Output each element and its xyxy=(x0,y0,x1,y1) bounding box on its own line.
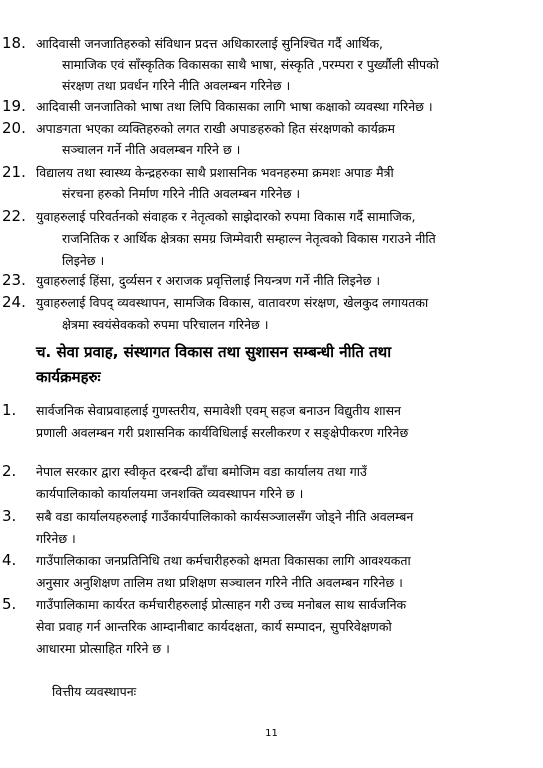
item-text-line: सार्वजनिक सेवाप्रवाहलाई गुणस्तरीय, समावेशी एवम् सहज बनाउन विद्युतीय शासन xyxy=(36,403,401,418)
item-number: 2. xyxy=(2,462,17,480)
item-text-line: गरिनेछ । xyxy=(36,531,76,546)
item-text-line: राजनितिक र आर्थिक क्षेत्रका समग्र जिम्मेवारी सम्हाल्न नेतृत्वको विकास गराउने नीति xyxy=(62,231,436,246)
item-text-line: अनुसार अनुशिक्षण तालिम तथा प्रशिक्षण सञ्चालन गरिने नीति अवलम्बन गरिनेछ । xyxy=(36,575,403,590)
item-number: 20. xyxy=(2,119,26,137)
item-number: 19. xyxy=(2,97,26,115)
item-text-line: प्रणाली अवलम्बन गरी प्रशासनिक कार्यविधिलाई सरलीकरण र सङ्क्षेपीकरण गरिनेछ xyxy=(36,425,409,440)
item-number: 22. xyxy=(2,207,26,225)
item-number: 1. xyxy=(2,401,17,419)
item-number: 5. xyxy=(2,595,17,613)
item-text-line: युवाहरुलाई विपद् व्यवस्थापन, सामजिक विकास, वातावरण संरक्षण, खेलकुद लगायतका xyxy=(36,295,429,310)
item-number: 3. xyxy=(2,507,17,525)
item-number: 21. xyxy=(2,163,26,181)
item-number: 23. xyxy=(2,271,26,289)
subheading-financial-management: वित्तीय व्यवस्थापनः xyxy=(52,684,137,699)
section-heading-line-1: च. सेवा प्रवाह, संस्थागत विकास तथा सुशासन सम्बन्धी नीति तथा xyxy=(36,343,392,361)
item-text-line: गाउँपालिकामा कार्यरत कर्मचारीहरुलाई प्रोत्साहन गरी उच्च मनोबल साथ सार्वजनिक xyxy=(36,597,407,612)
item-text-line: सञ्चालन गर्ने नीति अवलम्बन गरिने छ । xyxy=(62,142,241,157)
item-text-line: युवाहरुलाई परिवर्तनको संवाहक र नेतृत्वको साझेदारको रुपमा विकास गर्दै सामाजिक, xyxy=(36,209,416,224)
item-text-line: विद्यालय तथा स्वास्थ्य केन्द्रहरुका साथै प्रशासनिक भवनहरुमा क्रमशः अपाङ मैत्री xyxy=(36,165,394,180)
item-number: 18. xyxy=(2,34,26,52)
item-text-line: गाउँपालिकाका जनप्रतिनिधि तथा कर्मचारीहरुको क्षमता विकासका लागि आवश्यकता xyxy=(36,553,411,568)
item-text-line: क्षेत्रमा स्वयंसेवकको रुपमा परिचालन गरिनेछ । xyxy=(62,317,269,332)
page-number: 11 xyxy=(265,728,278,739)
item-text-line: आदिवासी जनजातिको भाषा तथा लिपि विकासका लागि भाषा कक्षाको व्यवस्था गरिनेछ । xyxy=(36,99,433,114)
item-text-line: अपाङगता भएका व्यक्तिहरुको लगत राखी अपाङहरुको हित संरक्षणको कार्यक्रम xyxy=(36,121,395,136)
item-number: 4. xyxy=(2,551,17,569)
item-text-line: युवाहरुलाई हिंसा, दुर्व्यसन र अराजक प्रवृत्तिलाई नियन्त्रण गर्ने नीति लिइनेछ । xyxy=(36,273,381,288)
item-text-line: संरचना हरुको निर्माण गरिने नीति अवलम्बन गरिनेछ । xyxy=(62,186,301,201)
item-text-line: आधारमा प्रोत्साहित गरिने छ । xyxy=(36,641,170,656)
item-text-line: कार्यपालिकाको कार्यालयमा जनशक्ति व्यवस्थापन गरिने छ । xyxy=(36,486,304,501)
item-number: 24. xyxy=(2,293,26,311)
item-text-line: सामाजिक एवं साँस्कृतिक विकासका साथै भाषा, संस्कृति ,परम्परा र पुर्ख्यौली सीपको xyxy=(62,57,439,72)
item-text-line: आदिवासी जनजातिहरुको संविधान प्रदत्त अधिकारलाई सुनिश्चित गर्दै आर्थिक, xyxy=(36,36,384,51)
item-text-line: संरक्षण तथा प्रवर्धन गरिने नीति अवलम्बन गरिनेछ । xyxy=(62,78,291,93)
item-text-line: लिइनेछ । xyxy=(62,253,105,268)
item-text-line: सेवा प्रवाह गर्न आन्तरिक आम्दानीबाट कार्यदक्षता, कार्य सम्पादन, सुपरिवेक्षणको xyxy=(36,619,392,634)
section-heading-line-2: कार्यक्रमहरुः xyxy=(36,368,101,386)
item-text-line: नेपाल सरकार द्वारा स्वीकृत दरबन्दी ढाँचा बमोजिम वडा कार्यालय तथा गाउँ xyxy=(36,464,367,479)
item-text-line: सबै वडा कार्यालयहरुलाई गाउँकार्यपालिकाको कार्यसञ्जालसँग जोड्ने नीति अवलम्बन xyxy=(36,509,414,524)
